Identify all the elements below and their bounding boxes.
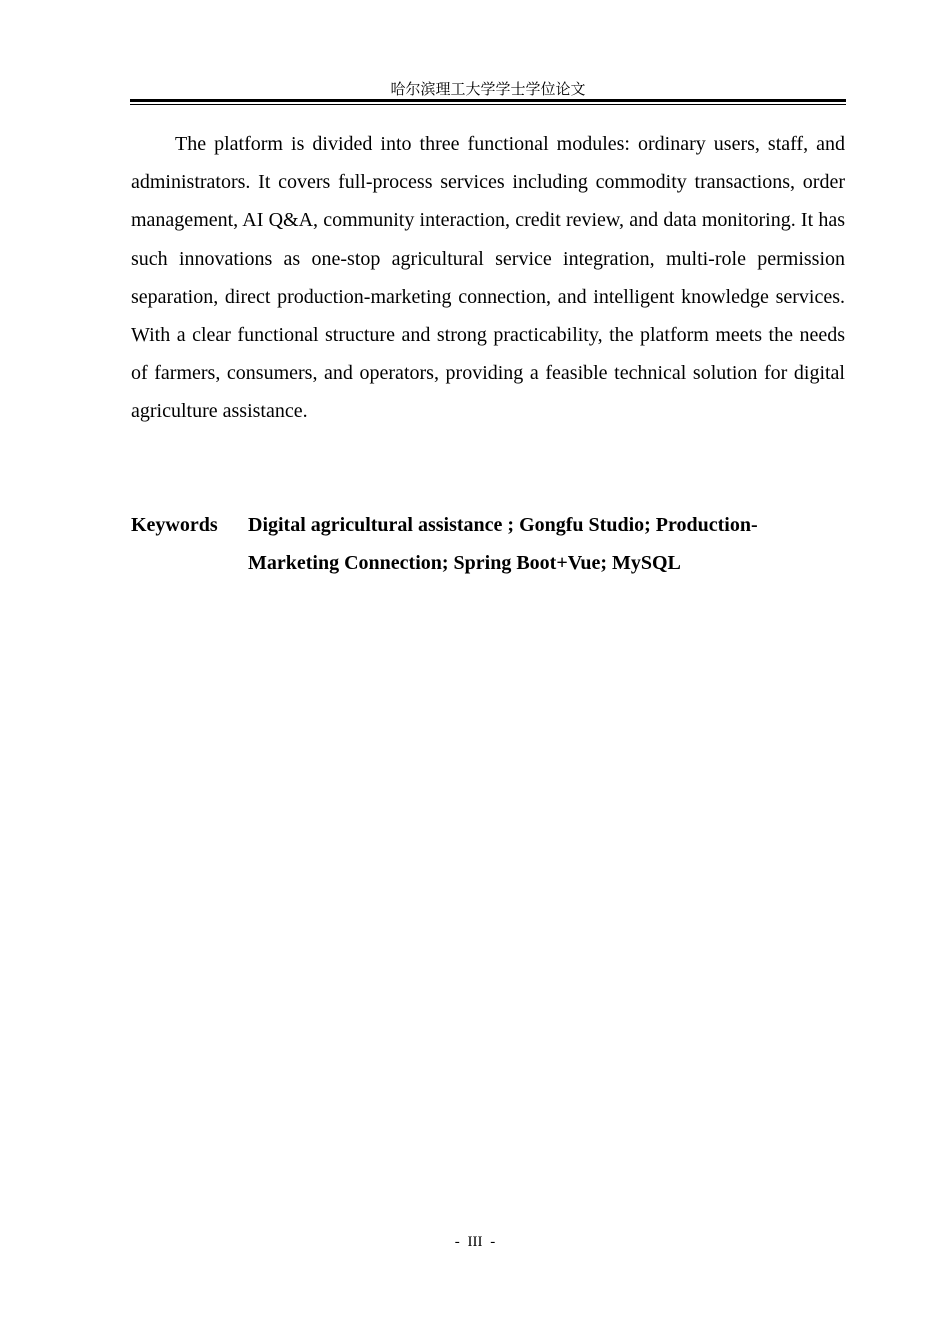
keywords-block: [131, 506, 845, 582]
running-header: 哈尔滨理工大学学士学位论文: [390, 80, 586, 98]
page-number: - III -: [454, 1234, 496, 1250]
header-rule-thin: [130, 104, 846, 105]
abstract-paragraph: The platform is divided into three functional modules: ordinary users, staff, and administrators. It covers full-process services including commodity transactions, order management, AI Q&A, community interaction, credit review, and data monitoring. It has such innovations as one-stop agricultural service integration, multi-role permission separation, direct production-marketing connection, and intelligent knowledge services. With a clear functional structure and strong practicability, the platform meets the needs of farmers, consumers, and operators, providing a feasible technical solution for digital agriculture assistance.: [131, 133, 845, 423]
keywords-label: Keywords: [131, 514, 218, 536]
keywords-text: Digital agricultural assistance ; Gongfu Studio; Production-Marketing Connection; Spring Boot+Vue; MySQL: [248, 514, 758, 574]
header-rule-thick: [130, 99, 846, 102]
